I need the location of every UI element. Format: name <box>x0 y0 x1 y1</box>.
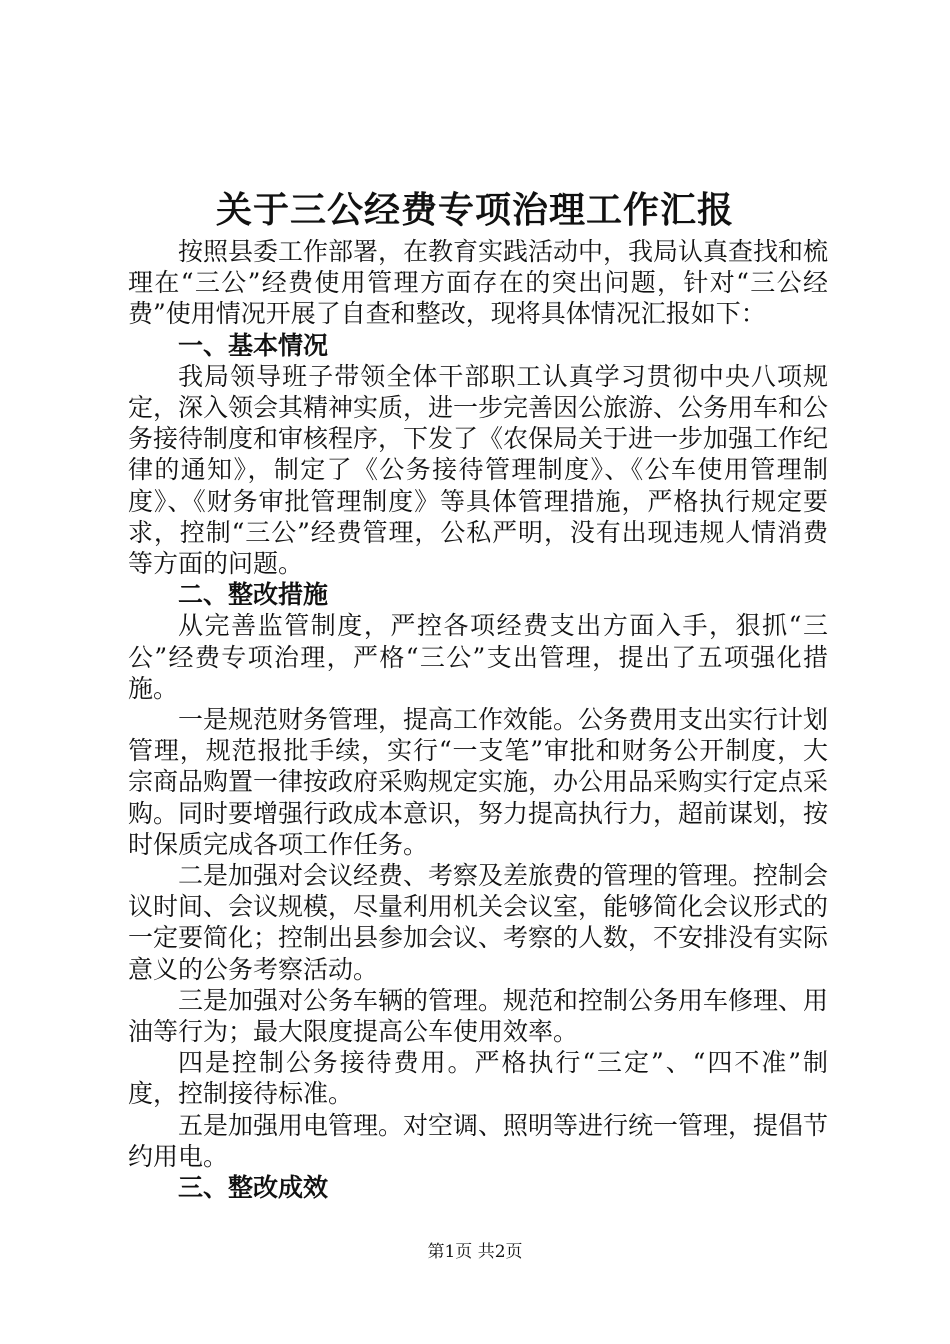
measure-two-paragraph: 二是加强对会议经费、考察及差旅费的管理的管理。控制会议时间、会议规模，尽量利用机关会议室，能够简化会议形式的一定要简化；控制出县参加会议、考察的人数，不安排没有实际意义的公务考察活动。 <box>128 861 829 984</box>
measure-five-paragraph: 五是加强用电管理。对空调、照明等进行统一管理，提倡节约用电。 <box>128 1110 829 1171</box>
section-heading-basic-situation: 一、基本情况 <box>178 330 329 360</box>
page-number-footer: 第1页 共2页 <box>427 1242 523 1262</box>
document-title: 关于三公经费专项治理工作汇报 <box>215 189 734 231</box>
measure-three-paragraph: 三是加强对公务车辆的管理。规范和控制公务用车修理、用油等行为；最大限度提高公车使用效率。 <box>128 985 829 1047</box>
measure-four-paragraph: 四是控制公务接待费用。严格执行“三定”、“四不准”制度，控制接待标准。 <box>128 1048 828 1109</box>
basic-situation-paragraph: 我局领导班子带领全体干部职工认真学习贯彻中央八项规定，深入领会其精神实质，进一步完善因公旅游、公务用车和公务接待制度和审核程序，下发了《农保局关于进一步加强工作纪律的通知》，制定了《公务接待管理制度》、《公车使用管理制度》、《财务审批管理制度》等具体管理措施，严格执行规定要求，控制“三公”经费管理，公私严明，没有出现违规人情消费等方面的问题。 <box>128 361 829 579</box>
section-heading-rectification-measures: 二、整改措施 <box>178 580 329 610</box>
intro-paragraph: 按照县委工作部署，在教育实践活动中，我局认真查找和梳理在“三公”经费使用管理方面存在的突出问题，针对“三公经费”使用情况开展了自查和整改，现将具体情况汇报如下： <box>128 237 829 329</box>
document-body <box>128 236 828 1203</box>
measures-intro-paragraph: 从完善监管制度，严控各项经费支出方面入手，狠抓“三公”经费专项治理，严格“三公”支出管理，提出了五项强化措施。 <box>128 611 828 703</box>
measure-one-paragraph: 一是规范财务管理，提高工作效能。公务费用支出实行计划管理，规范报批手续，实行“一支笔”审批和财务公开制度，大宗商品购置一律按政府采购规定实施，办公用品采购实行定点采购。同时要增强行政成本意识，努力提高执行力，超前谋划，按时保质完成各项工作任务。 <box>128 705 829 859</box>
section-heading-rectification-results: 三、整改成效 <box>178 1173 329 1203</box>
